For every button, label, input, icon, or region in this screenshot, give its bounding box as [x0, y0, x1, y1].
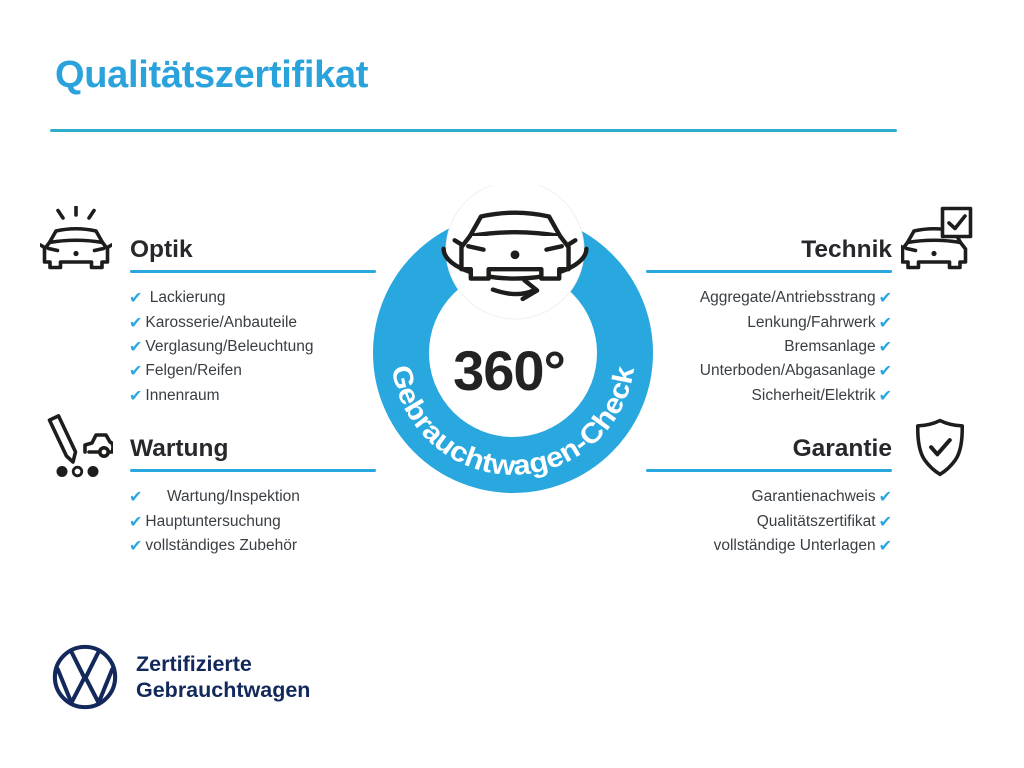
page-title: Qualitätszertifikat	[55, 54, 369, 96]
360-check-badge	[368, 185, 658, 520]
checklist-item	[129, 310, 381, 334]
pencil-car-checklist-icon	[41, 410, 113, 487]
title-rule	[50, 129, 897, 132]
checklist-item	[129, 509, 381, 533]
check-icon: ✔	[129, 511, 143, 531]
checklist-item-label: vollständige Unterlagen	[713, 536, 876, 554]
check-icon: ✔	[129, 385, 143, 405]
checklist-item	[640, 359, 892, 383]
checklist-item-label: Sicherheit/Elektrik	[751, 386, 876, 404]
checklist-item	[129, 335, 381, 359]
section-heading-optik: Optik	[130, 236, 193, 263]
check-icon: ✔	[129, 288, 143, 308]
section-heading-technik: Technik	[801, 236, 892, 263]
checklist-item	[640, 310, 892, 334]
check-icon: ✔	[878, 312, 892, 332]
checklist-item	[129, 534, 381, 558]
checklist-item	[640, 509, 892, 533]
checklist-item	[129, 359, 381, 383]
checklist-item-label: Lenkung/Fahrwerk	[747, 313, 876, 331]
checklist-item	[129, 485, 381, 509]
footer-brand-line2: Gebrauchtwagen	[136, 677, 311, 702]
check-icon: ✔	[878, 535, 892, 555]
checklist-item-label: Felgen/Reifen	[145, 362, 242, 380]
checklist-item	[129, 286, 381, 310]
check-icon: ✔	[129, 336, 143, 356]
checklist-item-label: Karosserie/Anbauteile	[145, 313, 298, 331]
degrees-label: 360°	[453, 339, 565, 402]
car-shine-icon	[40, 206, 112, 283]
checklist-item	[640, 485, 892, 509]
checklist-item	[640, 534, 892, 558]
check-icon: ✔	[129, 361, 143, 381]
checklist-technik	[640, 286, 892, 408]
section-heading-wartung: Wartung	[130, 435, 229, 462]
check-icon: ✔	[878, 288, 892, 308]
checklist-item-label: Innenraum	[145, 386, 220, 404]
checklist-item-label: Garantienachweis	[751, 488, 876, 506]
check-icon: ✔	[878, 361, 892, 381]
section-heading-garantie: Garantie	[792, 435, 892, 462]
checklist-item	[640, 384, 892, 408]
check-icon: ✔	[129, 487, 143, 507]
checklist-item-label: Verglasung/Beleuchtung	[145, 337, 314, 355]
shield-check-icon	[908, 416, 972, 487]
checklist-item-label: Unterboden/Abgasanlage	[699, 362, 876, 380]
section-divider-optik	[130, 270, 376, 273]
section-divider-garantie	[646, 469, 892, 472]
checklist-item-label: Wartung/Inspektion	[145, 488, 300, 506]
checklist-item	[129, 384, 381, 408]
ring-label: Gebrauchtwagen-Check	[385, 362, 640, 482]
footer-brand-line1: Zertifizierte	[136, 652, 252, 676]
check-icon: ✔	[878, 511, 892, 531]
section-divider-technik	[646, 270, 892, 273]
check-icon: ✔	[878, 487, 892, 507]
check-icon: ✔	[129, 312, 143, 332]
checklist-item	[640, 335, 892, 359]
checklist-item-label: Qualitätszertifikat	[756, 512, 876, 530]
checklist-wartung	[129, 485, 381, 558]
section-divider-wartung	[130, 469, 376, 472]
checklist-item-label: vollständiges Zubehör	[145, 536, 298, 554]
checklist-item-label: Lackierung	[145, 289, 226, 307]
footer-brand-text	[136, 652, 310, 703]
car-checkbox-icon	[901, 206, 973, 283]
checklist-optik	[129, 286, 381, 408]
checklist-item-label: Bremsanlage	[784, 337, 876, 355]
checklist-garantie	[640, 485, 892, 558]
check-icon: ✔	[878, 336, 892, 356]
checklist-item	[640, 286, 892, 310]
vw-logo	[50, 642, 120, 717]
checklist-item-label: Hauptuntersuchung	[145, 512, 281, 530]
check-icon: ✔	[129, 535, 143, 555]
checklist-item-label: Aggregate/Antriebsstrang	[699, 289, 876, 307]
check-icon: ✔	[878, 385, 892, 405]
